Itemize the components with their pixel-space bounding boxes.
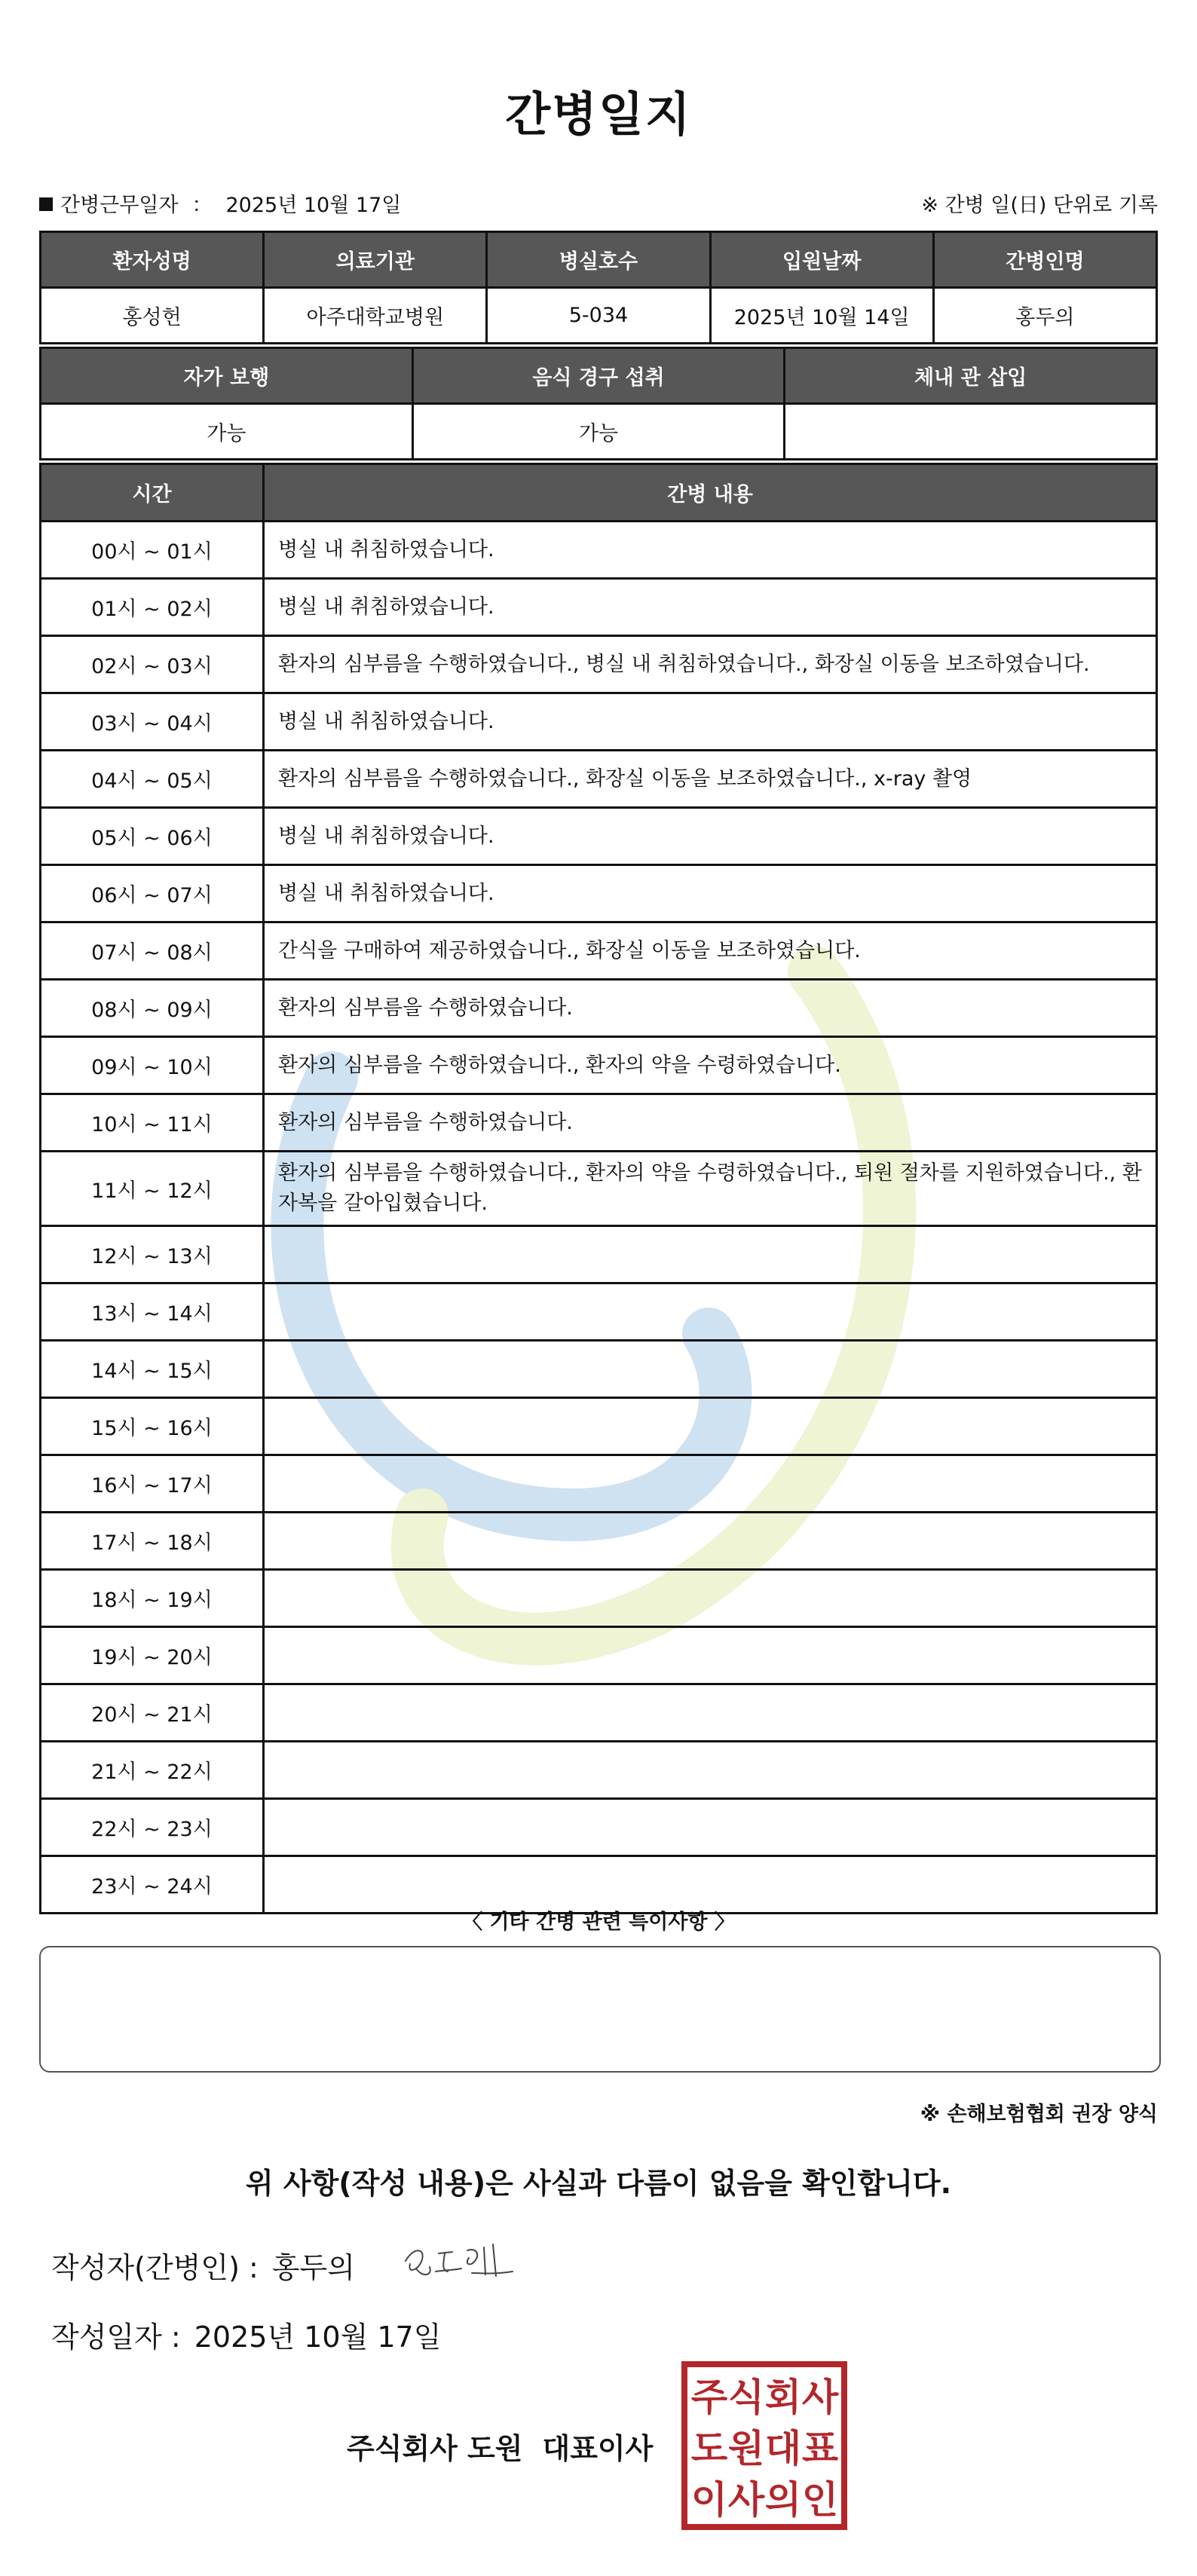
seal-glyph: 인 bbox=[801, 2478, 839, 2522]
seal-glyph: 표 bbox=[801, 2427, 839, 2470]
log-time-cell: 04시 ~ 05시 bbox=[41, 751, 264, 808]
log-time-cell: 13시 ~ 14시 bbox=[41, 1283, 264, 1341]
log-time-cell: 20시 ~ 21시 bbox=[41, 1684, 264, 1742]
log-time-cell: 01시 ~ 02시 bbox=[41, 579, 264, 636]
log-time-cell: 03시 ~ 04시 bbox=[41, 693, 264, 751]
log-content-cell: 환자의 심부름을 수행하였습니다. bbox=[264, 980, 1157, 1037]
company-title: 대표이사 bbox=[542, 2432, 654, 2465]
log-content-cell bbox=[264, 1341, 1157, 1398]
seal-glyph: 이 bbox=[690, 2478, 728, 2522]
room-number-value: 5-034 bbox=[487, 288, 710, 344]
care-date-value: 2025년 10월 17일 bbox=[225, 194, 402, 217]
care-log-table bbox=[39, 463, 1158, 1914]
log-content-cell: 간식을 구매하여 제공하였습니다., 화장실 이동을 보조하였습니다. bbox=[264, 922, 1157, 980]
log-time-cell: 21시 ~ 22시 bbox=[41, 1742, 264, 1799]
log-row bbox=[41, 1684, 1157, 1742]
log-time-cell: 19시 ~ 20시 bbox=[41, 1627, 264, 1684]
company-line bbox=[347, 2425, 653, 2467]
log-time-cell: 12시 ~ 13시 bbox=[41, 1226, 264, 1283]
log-time-cell: 15시 ~ 16시 bbox=[41, 1398, 264, 1455]
log-time-cell: 00시 ~ 01시 bbox=[41, 522, 264, 579]
log-content-cell: 병실 내 취침하였습니다. bbox=[264, 579, 1157, 636]
written-date-label: 작성일자 : bbox=[51, 2321, 181, 2354]
patient-header-name: 환자성명 bbox=[41, 232, 264, 288]
log-content-cell: 병실 내 취침하였습니다. bbox=[264, 522, 1157, 579]
care-date-colon: ： bbox=[191, 194, 213, 217]
caregiver-name-value: 홍두의 bbox=[933, 288, 1156, 344]
log-row bbox=[41, 865, 1157, 922]
seal-glyph: 식 bbox=[727, 2376, 765, 2419]
log-header-content: 간병 내용 bbox=[264, 464, 1157, 522]
seal-glyph: 의 bbox=[764, 2478, 802, 2522]
record-unit-note: ※ 간병 일(日) 단위로 기록 bbox=[921, 194, 1158, 217]
log-time-cell: 09시 ~ 10시 bbox=[41, 1037, 264, 1094]
log-row bbox=[41, 636, 1157, 693]
patient-status-table bbox=[39, 347, 1158, 460]
log-row bbox=[41, 808, 1157, 865]
log-content-cell: 환자의 심부름을 수행하였습니다., 병실 내 취침하였습니다., 화장실 이동을 보조하였습니다. bbox=[264, 636, 1157, 693]
log-content-cell bbox=[264, 1742, 1157, 1799]
log-row bbox=[41, 1398, 1157, 1455]
log-content-cell: 환자의 심부름을 수행하였습니다. bbox=[264, 1094, 1157, 1152]
log-time-cell: 23시 ~ 24시 bbox=[41, 1856, 264, 1914]
log-content-cell: 환자의 심부름을 수행하였습니다., 화장실 이동을 보조하였습니다., x-ray 촬영 bbox=[264, 751, 1157, 808]
log-time-cell: 14시 ~ 15시 bbox=[41, 1341, 264, 1398]
log-row bbox=[41, 1341, 1157, 1398]
log-row bbox=[41, 1799, 1157, 1856]
seal-glyph: 사 bbox=[727, 2478, 765, 2522]
seal-glyph: 대 bbox=[764, 2427, 802, 2470]
log-content-cell: 병실 내 취침하였습니다. bbox=[264, 808, 1157, 865]
square-bullet-icon bbox=[39, 197, 53, 211]
log-content-cell bbox=[264, 1398, 1157, 1455]
patient-header-admission: 입원날짜 bbox=[710, 232, 933, 288]
writer-row bbox=[51, 2244, 355, 2286]
log-row bbox=[41, 1570, 1157, 1627]
notes-title: 〈 기타 간병 관련 특이사항 〉 bbox=[462, 1911, 735, 1934]
log-row bbox=[41, 1037, 1157, 1094]
log-content-cell bbox=[264, 1283, 1157, 1341]
tube-value bbox=[785, 404, 1157, 460]
log-time-cell: 16시 ~ 17시 bbox=[41, 1455, 264, 1513]
log-row bbox=[41, 693, 1157, 751]
log-time-cell: 07시 ~ 08시 bbox=[41, 922, 264, 980]
written-date-row bbox=[51, 2314, 441, 2355]
log-row bbox=[41, 1283, 1157, 1341]
status-header-walking: 자가 보행 bbox=[41, 348, 413, 404]
patient-name-value: 홍성헌 bbox=[41, 288, 264, 344]
patient-header-hospital: 의료기관 bbox=[264, 232, 487, 288]
log-content-cell: 환자의 심부름을 수행하였습니다., 환자의 약을 수령하였습니다. bbox=[264, 1037, 1157, 1094]
patient-header-room: 병실호수 bbox=[487, 232, 710, 288]
writer-label: 작성자(간병인) : bbox=[51, 2251, 259, 2284]
log-header-time: 시간 bbox=[41, 464, 264, 522]
written-date-value: 2025년 10월 17일 bbox=[194, 2321, 442, 2354]
confirmation-statement: 위 사항(작성 내용)은 사실과 다름이 없음을 확인합니다. bbox=[245, 2167, 952, 2200]
log-row bbox=[41, 522, 1157, 579]
log-content-cell: 병실 내 취침하였습니다. bbox=[264, 865, 1157, 922]
log-row bbox=[41, 1513, 1157, 1570]
log-time-cell: 17시 ~ 18시 bbox=[41, 1513, 264, 1570]
log-content-cell bbox=[264, 1799, 1157, 1856]
log-row bbox=[41, 1226, 1157, 1283]
log-row bbox=[41, 579, 1157, 636]
care-date-row bbox=[39, 188, 401, 218]
status-header-tube: 체내 관 삽입 bbox=[785, 348, 1157, 404]
company-seal-stamp bbox=[681, 2360, 848, 2531]
log-time-cell: 10시 ~ 11시 bbox=[41, 1094, 264, 1152]
log-row bbox=[41, 1152, 1157, 1226]
recommended-form-note: ※ 손해보험협회 권장 양식 bbox=[920, 2103, 1158, 2126]
seal-glyph: 주 bbox=[690, 2376, 728, 2419]
log-time-cell: 22시 ~ 23시 bbox=[41, 1799, 264, 1856]
seal-glyph: 사 bbox=[801, 2376, 839, 2419]
log-content-cell bbox=[264, 1570, 1157, 1627]
log-content-cell bbox=[264, 1455, 1157, 1513]
hospital-value: 아주대학교병원 bbox=[264, 288, 487, 344]
log-row bbox=[41, 1455, 1157, 1513]
seal-glyph: 원 bbox=[727, 2427, 765, 2470]
log-content-cell: 병실 내 취침하였습니다. bbox=[264, 693, 1157, 751]
patient-info-table bbox=[39, 231, 1158, 344]
log-content-cell bbox=[264, 1627, 1157, 1684]
care-date-label: 간병근무일자 bbox=[60, 194, 179, 217]
log-row bbox=[41, 1627, 1157, 1684]
log-time-cell: 05시 ~ 06시 bbox=[41, 808, 264, 865]
log-row bbox=[41, 751, 1157, 808]
log-time-cell: 18시 ~ 19시 bbox=[41, 1570, 264, 1627]
walking-value: 가능 bbox=[41, 404, 413, 460]
log-row bbox=[41, 1094, 1157, 1152]
log-row bbox=[41, 1742, 1157, 1799]
notes-box bbox=[39, 1946, 1161, 2073]
handwritten-signature bbox=[400, 2231, 520, 2291]
log-time-cell: 06시 ~ 07시 bbox=[41, 865, 264, 922]
company-name: 주식회사 도원 bbox=[347, 2432, 523, 2465]
log-content-cell bbox=[264, 1513, 1157, 1570]
patient-header-caregiver: 간병인명 bbox=[933, 232, 1156, 288]
document-title: 간병일지 bbox=[505, 87, 692, 142]
seal-glyph: 회 bbox=[764, 2376, 802, 2419]
oral-intake-value: 가능 bbox=[412, 404, 785, 460]
log-time-cell: 11시 ~ 12시 bbox=[41, 1152, 264, 1226]
log-time-cell: 02시 ~ 03시 bbox=[41, 636, 264, 693]
seal-glyph: 도 bbox=[690, 2427, 728, 2470]
log-content-cell: 환자의 심부름을 수행하였습니다., 환자의 약을 수령하였습니다., 퇴원 절차를 지원하였습니다., 환자복을 갈아입혔습니다. bbox=[264, 1152, 1157, 1226]
log-time-cell: 08시 ~ 09시 bbox=[41, 980, 264, 1037]
writer-name: 홍두의 bbox=[271, 2251, 355, 2284]
log-content-cell bbox=[264, 1684, 1157, 1742]
status-header-oral-intake: 음식 경구 섭취 bbox=[412, 348, 785, 404]
log-content-cell bbox=[264, 1226, 1157, 1283]
log-row bbox=[41, 922, 1157, 980]
admission-date-value: 2025년 10월 14일 bbox=[710, 288, 933, 344]
log-row bbox=[41, 980, 1157, 1037]
